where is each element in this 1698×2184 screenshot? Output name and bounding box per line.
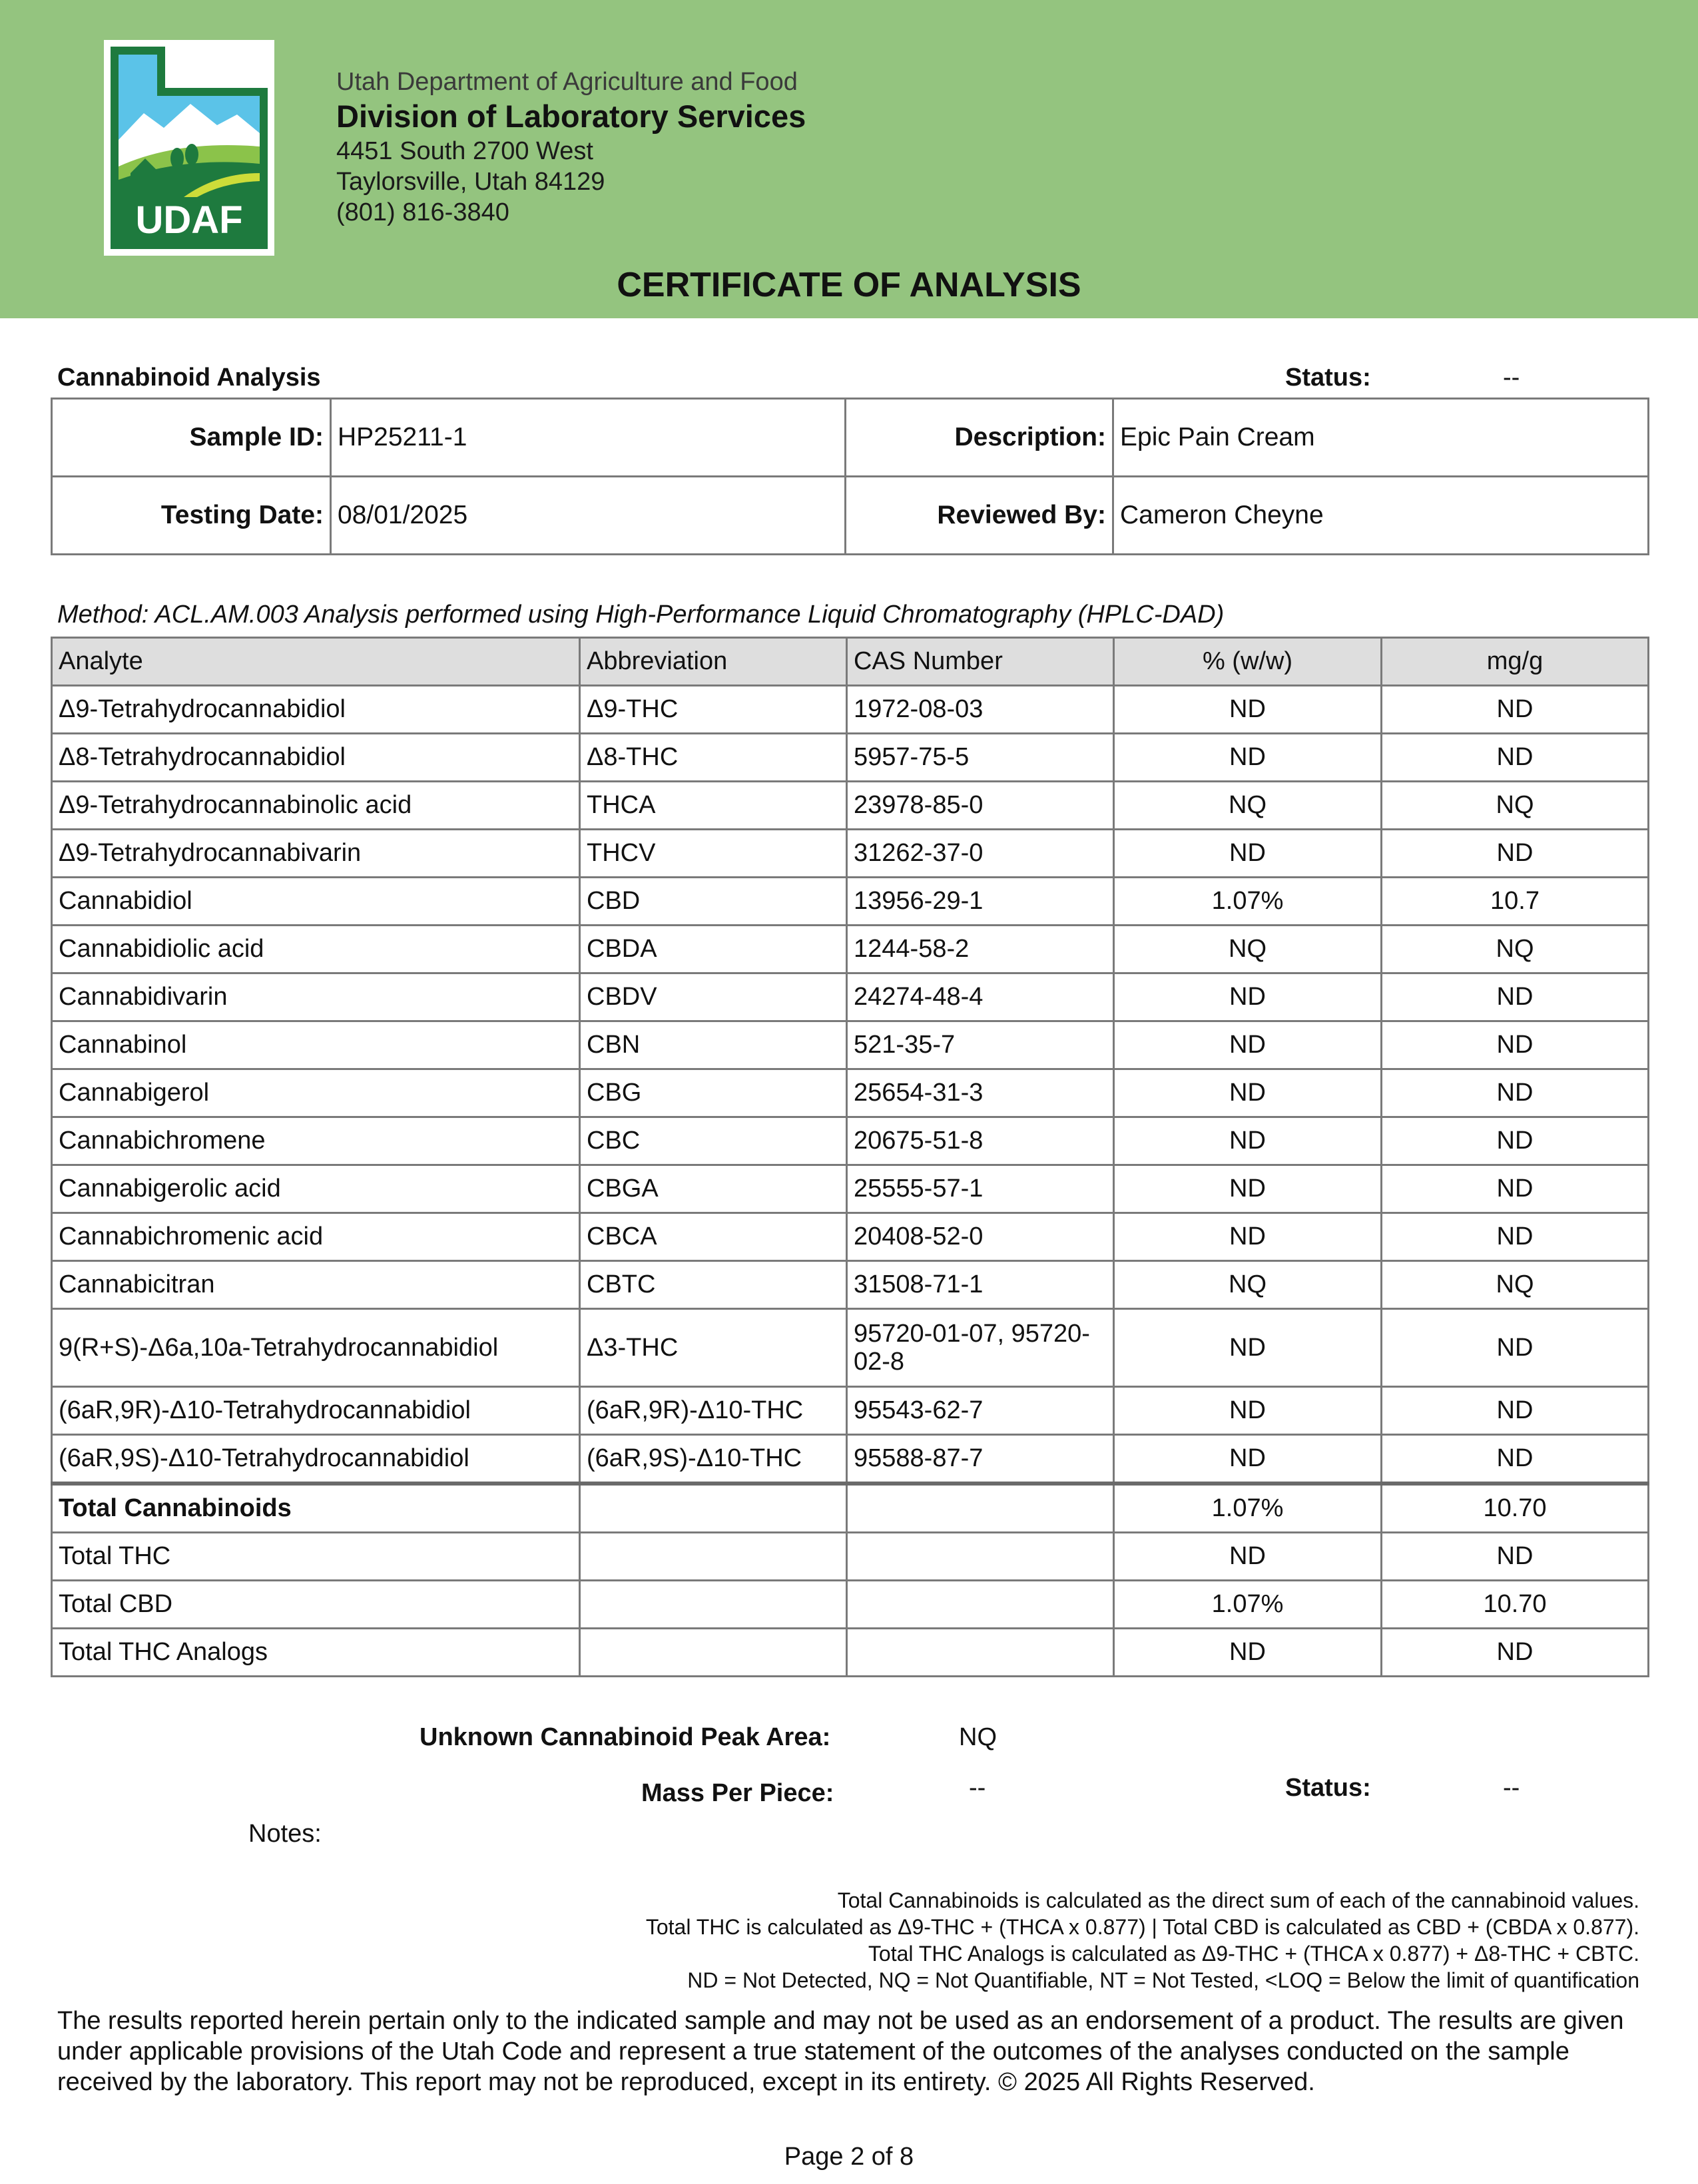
table-row <box>52 1069 1649 1117</box>
mg-per-g-cell: ND <box>1382 734 1649 782</box>
column-header: Abbreviation <box>580 638 847 686</box>
mg-per-g-cell: ND <box>1382 1533 1649 1581</box>
percent-cell: ND <box>1114 1435 1382 1484</box>
table-row <box>52 686 1649 734</box>
empty-cell <box>847 1484 1114 1533</box>
analyte-cell: (6aR,9S)-Δ10-Tetrahydrocannabidiol <box>52 1435 580 1484</box>
table-row <box>52 1387 1649 1435</box>
cas-number-cell: 1972-08-03 <box>847 686 1114 734</box>
percent-cell: ND <box>1114 830 1382 878</box>
column-header: Analyte <box>52 638 580 686</box>
table-row <box>52 1309 1649 1387</box>
method-note: Method: ACL.AM.003 Analysis performed using High-Performance Liquid Chromatography (HPLC-DAD) <box>57 601 1225 629</box>
mg-per-g-cell: ND <box>1382 1435 1649 1484</box>
status-value: -- <box>1503 364 1520 392</box>
cas-number-cell: 1244-58-2 <box>847 926 1114 973</box>
percent-cell: 1.07% <box>1114 1484 1382 1533</box>
table-row <box>52 1435 1649 1484</box>
percent-cell: ND <box>1114 686 1382 734</box>
percent-cell: ND <box>1114 1117 1382 1165</box>
analyte-cell: Cannabicitran <box>52 1261 580 1309</box>
footnote: Total THC is calculated as Δ9-THC + (THCA x 0.877) | Total CBD is calculated as CBD + (CBDA x 0.877). <box>645 1915 1639 1939</box>
results-header-row <box>52 638 1649 686</box>
abbreviation-cell: Δ9-THC <box>580 686 847 734</box>
percent-cell: 1.07% <box>1114 1581 1382 1629</box>
table-row <box>52 878 1649 926</box>
mass-per-piece-value: -- <box>969 1774 986 1802</box>
notes-label: Notes: <box>248 1820 322 1848</box>
percent-cell: NQ <box>1114 1261 1382 1309</box>
total-name-cell: Total THC <box>52 1533 580 1581</box>
abbreviation-cell: CBG <box>580 1069 847 1117</box>
table-row <box>52 734 1649 782</box>
logo-text: UDAF <box>135 198 243 242</box>
mg-per-g-cell: ND <box>1382 973 1649 1021</box>
cas-number-cell: 13956-29-1 <box>847 878 1114 926</box>
analyte-cell: Cannabigerolic acid <box>52 1165 580 1213</box>
column-header: CAS Number <box>847 638 1114 686</box>
total-row <box>52 1533 1649 1581</box>
mg-per-g-cell: NQ <box>1382 926 1649 973</box>
abbreviation-cell: CBN <box>580 1021 847 1069</box>
footnote: Total THC Analogs is calculated as Δ9-THC + (THCA x 0.877) + Δ8-THC + CBTC. <box>868 1942 1639 1966</box>
abbreviation-cell: (6aR,9S)-Δ10-THC <box>580 1435 847 1484</box>
column-header: % (w/w) <box>1114 638 1382 686</box>
udaf-logo <box>104 40 274 256</box>
empty-cell <box>580 1629 847 1677</box>
page-number: Page 2 of 8 <box>784 2143 914 2171</box>
table-row <box>52 1021 1649 1069</box>
mg-per-g-cell: ND <box>1382 1117 1649 1165</box>
mg-per-g-cell: 10.7 <box>1382 878 1649 926</box>
percent-cell: ND <box>1114 1021 1382 1069</box>
cas-number-cell: 95543-62-7 <box>847 1387 1114 1435</box>
description-value: Epic Pain Cream <box>1113 399 1649 477</box>
abbreviation-cell: THCA <box>580 782 847 830</box>
cas-number-cell: 5957-75-5 <box>847 734 1114 782</box>
percent-cell: NQ <box>1114 926 1382 973</box>
cas-number-cell: 25555-57-1 <box>847 1165 1114 1213</box>
abbreviation-cell: CBGA <box>580 1165 847 1213</box>
empty-cell <box>580 1533 847 1581</box>
cas-number-cell: 23978-85-0 <box>847 782 1114 830</box>
mg-per-g-cell: ND <box>1382 1069 1649 1117</box>
total-row <box>52 1581 1649 1629</box>
reviewed-by-label: Reviewed By: <box>846 477 1113 555</box>
cas-number-cell: 20675-51-8 <box>847 1117 1114 1165</box>
table-row <box>52 926 1649 973</box>
empty-cell <box>847 1581 1114 1629</box>
abbreviation-cell: CBD <box>580 878 847 926</box>
cas-number-cell: 25654-31-3 <box>847 1069 1114 1117</box>
analyte-cell: Cannabidivarin <box>52 973 580 1021</box>
mg-per-g-cell: NQ <box>1382 782 1649 830</box>
mg-per-g-cell: ND <box>1382 1629 1649 1677</box>
section-title: Cannabinoid Analysis <box>57 364 321 392</box>
cas-number-cell: 31262-37-0 <box>847 830 1114 878</box>
sample-info-table <box>51 398 1649 555</box>
results-table <box>51 637 1649 1677</box>
unknown-peak-label: Unknown Cannabinoid Peak Area: <box>420 1723 831 1751</box>
mg-per-g-cell: ND <box>1382 830 1649 878</box>
lab-address-block <box>336 67 806 228</box>
table-row <box>52 973 1649 1021</box>
testing-date-value: 08/01/2025 <box>331 477 846 555</box>
empty-cell <box>847 1533 1114 1581</box>
phone-number: (801) 816-3840 <box>336 198 509 226</box>
table-row <box>52 1165 1649 1213</box>
mg-per-g-cell: 10.70 <box>1382 1484 1649 1533</box>
calculation-footnotes <box>646 1887 1639 1994</box>
table-row <box>52 1213 1649 1261</box>
table-row <box>52 1261 1649 1309</box>
agency-name: Utah Department of Agriculture and Food <box>336 68 798 96</box>
percent-cell: ND <box>1114 1533 1382 1581</box>
abbreviation-cell: Δ3-THC <box>580 1309 847 1387</box>
testing-date-label: Testing Date: <box>52 477 331 555</box>
empty-cell <box>580 1484 847 1533</box>
abbreviation-cell: THCV <box>580 830 847 878</box>
percent-cell: ND <box>1114 1629 1382 1677</box>
reviewed-by-value: Cameron Cheyne <box>1113 477 1649 555</box>
division-name: Division of Laboratory Services <box>336 99 806 134</box>
abbreviation-cell: CBDA <box>580 926 847 973</box>
percent-cell: ND <box>1114 1165 1382 1213</box>
analyte-cell: Cannabinol <box>52 1021 580 1069</box>
analyte-cell: Cannabichromene <box>52 1117 580 1165</box>
address-line-1: 4451 South 2700 West <box>336 137 593 165</box>
mg-per-g-cell: 10.70 <box>1382 1581 1649 1629</box>
bottom-status-value: -- <box>1503 1774 1520 1802</box>
document-title: CERTIFICATE OF ANALYSIS <box>617 266 1081 304</box>
percent-cell: ND <box>1114 1069 1382 1117</box>
analyte-cell: Δ9-Tetrahydrocannabinolic acid <box>52 782 580 830</box>
cas-number-cell: 95720-01-07, 95720-02-8 <box>847 1309 1114 1387</box>
cas-number-cell: 521-35-7 <box>847 1021 1114 1069</box>
cas-number-cell: 95588-87-7 <box>847 1435 1114 1484</box>
status-label: Status: <box>1285 364 1371 392</box>
empty-cell <box>580 1581 847 1629</box>
total-row <box>52 1484 1649 1533</box>
abbreviation-cell: CBTC <box>580 1261 847 1309</box>
empty-cell <box>847 1629 1114 1677</box>
abbreviation-cell: CBC <box>580 1117 847 1165</box>
percent-cell: 1.07% <box>1114 878 1382 926</box>
abbreviation-cell: Δ8-THC <box>580 734 847 782</box>
analyte-cell: Cannabidiol <box>52 878 580 926</box>
unknown-peak-value: NQ <box>959 1723 997 1751</box>
description-label: Description: <box>846 399 1113 477</box>
cas-number-cell: 31508-71-1 <box>847 1261 1114 1309</box>
mg-per-g-cell: ND <box>1382 1021 1649 1069</box>
abbreviation-cell: (6aR,9R)-Δ10-THC <box>580 1387 847 1435</box>
cas-number-cell: 20408-52-0 <box>847 1213 1114 1261</box>
percent-cell: ND <box>1114 734 1382 782</box>
info-row <box>52 477 1649 555</box>
analyte-cell: (6aR,9R)-Δ10-Tetrahydrocannabidiol <box>52 1387 580 1435</box>
percent-cell: ND <box>1114 1309 1382 1387</box>
analyte-cell: Δ8-Tetrahydrocannabidiol <box>52 734 580 782</box>
analyte-cell: Δ9-Tetrahydrocannabidiol <box>52 686 580 734</box>
analyte-cell: Cannabidiolic acid <box>52 926 580 973</box>
total-name-cell: Total THC Analogs <box>52 1629 580 1677</box>
analyte-cell: 9(R+S)-Δ6a,10a-Tetrahydrocannabidiol <box>52 1309 580 1387</box>
mg-per-g-cell: ND <box>1382 1165 1649 1213</box>
table-row <box>52 782 1649 830</box>
abbreviation-cell: CBCA <box>580 1213 847 1261</box>
sample-id-value: HP25211-1 <box>331 399 846 477</box>
percent-cell: ND <box>1114 1387 1382 1435</box>
bottom-status-label: Status: <box>1285 1774 1371 1802</box>
footnote: Total Cannabinoids is calculated as the direct sum of each of the cannabinoid values. <box>837 1888 1639 1912</box>
mg-per-g-cell: ND <box>1382 686 1649 734</box>
mass-per-piece-label: Mass Per Piece: <box>641 1779 834 1807</box>
footnote: ND = Not Detected, NQ = Not Quantifiable, NT = Not Tested, <LOQ = Below the limit of quantification <box>687 1968 1639 1992</box>
analyte-cell: Δ9-Tetrahydrocannabivarin <box>52 830 580 878</box>
mg-per-g-cell: NQ <box>1382 1261 1649 1309</box>
mg-per-g-cell: ND <box>1382 1309 1649 1387</box>
abbreviation-cell: CBDV <box>580 973 847 1021</box>
mg-per-g-cell: ND <box>1382 1387 1649 1435</box>
total-name-cell: Total Cannabinoids <box>52 1484 580 1533</box>
total-name-cell: Total CBD <box>52 1581 580 1629</box>
percent-cell: ND <box>1114 973 1382 1021</box>
mg-per-g-cell: ND <box>1382 1213 1649 1261</box>
column-header: mg/g <box>1382 638 1649 686</box>
analyte-cell: Cannabigerol <box>52 1069 580 1117</box>
total-row <box>52 1629 1649 1677</box>
percent-cell: ND <box>1114 1213 1382 1261</box>
percent-cell: NQ <box>1114 782 1382 830</box>
table-row <box>52 1117 1649 1165</box>
address-line-2: Taylorsville, Utah 84129 <box>336 168 605 196</box>
disclaimer-text: The results reported herein pertain only to the indicated sample and may not be used as an endorsement of a product. The results are given under applicable provisions of the Utah Code and represent a true statement of the outcomes of the analyses conducted on the sample received by the laboratory. This report may not be reproduced, except in its entirety. © 2025 All Rights Reserved. <box>57 2007 1624 2096</box>
info-row <box>52 399 1649 477</box>
table-row <box>52 830 1649 878</box>
cas-number-cell: 24274-48-4 <box>847 973 1114 1021</box>
analyte-cell: Cannabichromenic acid <box>52 1213 580 1261</box>
sample-id-label: Sample ID: <box>52 399 331 477</box>
